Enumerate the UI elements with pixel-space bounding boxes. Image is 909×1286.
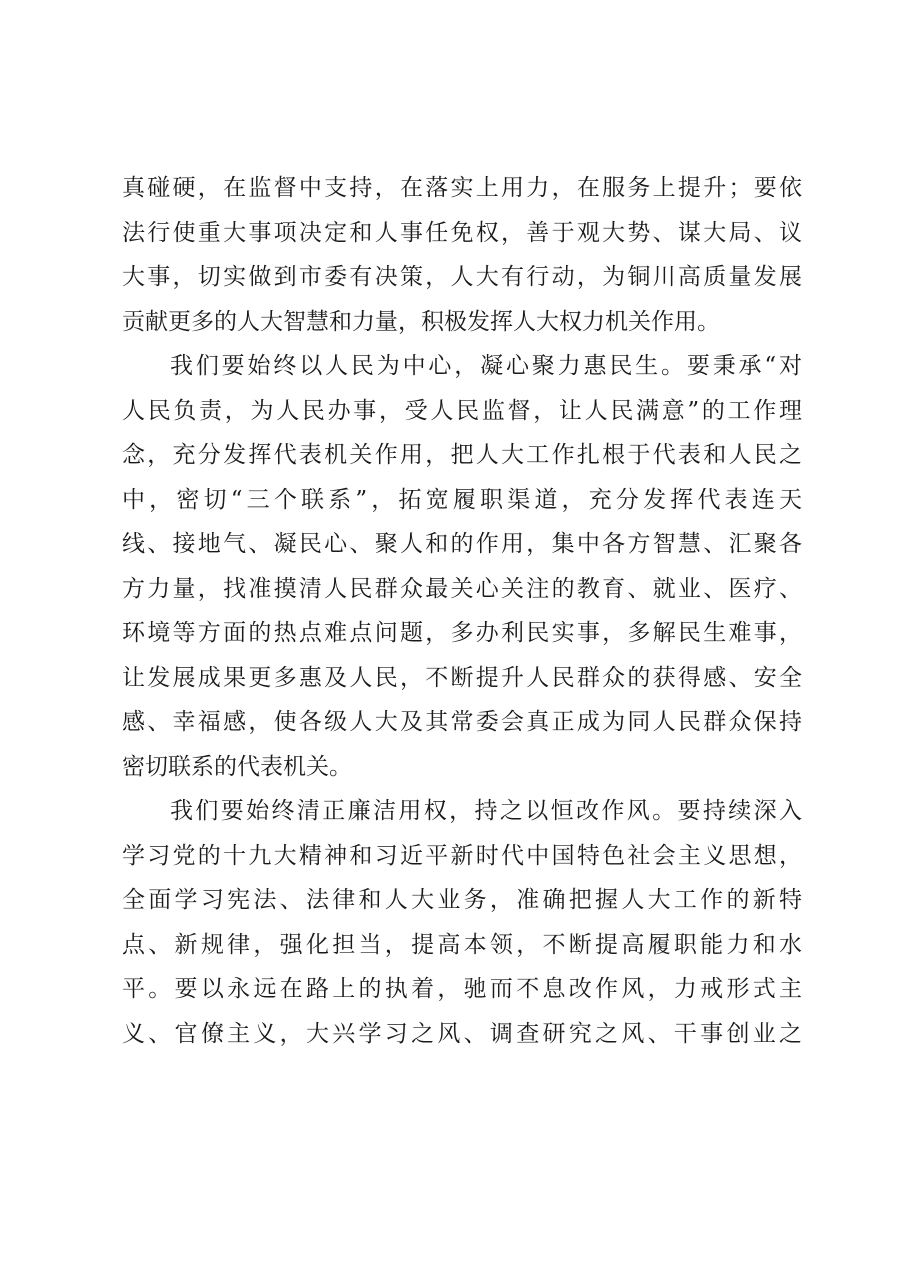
text-line: 让发展成果更多惠及人民，不断提升人民群众的获得感、安全 bbox=[122, 664, 802, 691]
text-line: 义、官僚主义，大兴学习之风、调查研究之风、干事创业之 bbox=[122, 1020, 802, 1047]
text-line: 真碰硬，在监督中支持，在落实上用力，在服务上提升；要依 bbox=[122, 175, 802, 201]
text-line: 学习党的十九大精神和习近平新时代中国特色社会主义思想， bbox=[122, 842, 802, 869]
text-line: 我们要始终以人民为中心，凝心聚力惠民生。要秉承“对 bbox=[170, 353, 802, 379]
text-line: 点、新规律，强化担当，提高本领，不断提高履职能力和水 bbox=[122, 931, 802, 958]
text-line: 大事，切实做到市委有决策，人大有行动，为铜川高质量发展 bbox=[122, 264, 802, 290]
text-line: 线、接地气、凝民心、聚人和的作用，集中各方智慧、汇聚各 bbox=[122, 531, 802, 557]
text-line: 环境等方面的热点难点问题，多办利民实事，多解民生难事， bbox=[122, 620, 802, 646]
text-line: 密切联系的代表机关。 bbox=[122, 753, 352, 780]
text-line: 方力量，找准摸清人民群众最关心关注的教育、就业、医疗、 bbox=[122, 575, 802, 602]
body-text bbox=[122, 166, 802, 1056]
text-line: 我们要始终清正廉洁用权，持之以恒改作风。要持续深入 bbox=[170, 798, 802, 824]
paragraph-2 bbox=[122, 344, 802, 789]
text-line: 贡献更多的人大智慧和力量，积极发挥人大权力机关作用。 bbox=[122, 308, 720, 335]
text-line: 人民负责，为人民办事，受人民监督，让人民满意”的工作理 bbox=[122, 397, 802, 424]
paragraph-1 bbox=[122, 166, 802, 344]
text-line: 中，密切“三个联系”，拓宽履职渠道，充分发挥代表连天 bbox=[122, 486, 802, 513]
text-line: 感、幸福感，使各级人大及其常委会真正成为同人民群众保持 bbox=[122, 709, 802, 735]
text-line: 法行使重大事项决定和人事任免权，善于观大势、谋大局、议 bbox=[122, 219, 802, 246]
text-line: 全面学习宪法、法律和人大业务，准确把握人大工作的新特 bbox=[122, 887, 802, 913]
paragraph-3 bbox=[122, 789, 802, 1056]
text-line: 念，充分发挥代表机关作用，把人大工作扎根于代表和人民之 bbox=[122, 442, 802, 468]
text-line: 平。要以永远在路上的执着，驰而不息改作风，力戒形式主 bbox=[122, 976, 802, 1002]
